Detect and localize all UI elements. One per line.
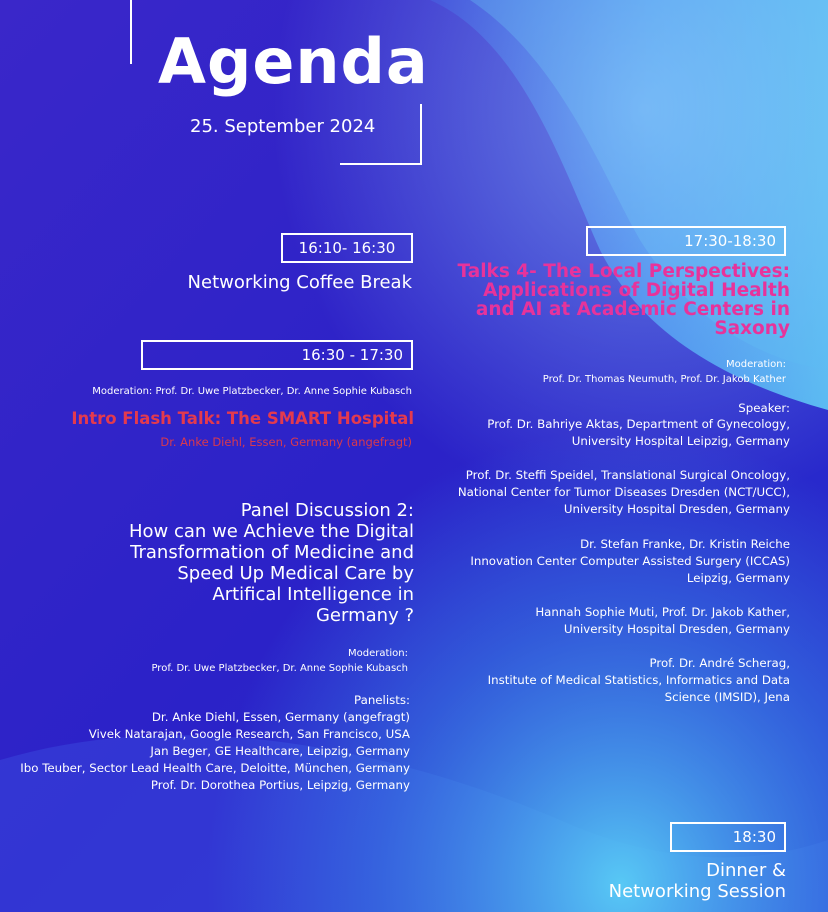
panel-title-line: Germany ?: [315, 605, 414, 626]
speaker-1: [400, 416, 790, 450]
panel-title-line: Artifical Intelligence in: [212, 584, 414, 605]
panel-title-line: Transformation of Medicine and: [130, 542, 414, 563]
speaker-line: Dr. Stefan Franke, Dr. Kristin Reiche: [580, 537, 790, 551]
dinner-title: [540, 860, 786, 902]
speaker-line: University Hospital Dresden, Germany: [563, 622, 790, 636]
speaker-line: Prof. Dr. Steffi Speidel, Translational Surgical Oncology,: [465, 468, 790, 482]
time-slot-3: [586, 226, 786, 256]
time-slot-2-label: 16:30 - 17:30: [301, 346, 403, 364]
speaker-4: [400, 604, 790, 638]
speaker-line: Leipzig, Germany: [686, 571, 790, 585]
event-date: 25. September 2024: [190, 116, 376, 137]
panelists-list: [0, 692, 410, 794]
decorative-line-top: [130, 0, 132, 64]
talks-title-line: Talks 4- The Local Perspectives:: [457, 261, 790, 282]
talks-title-line: and AI at Academic Centers in: [475, 299, 790, 320]
talks-moderation: [420, 357, 786, 387]
time-slot-4-label: 18:30: [732, 828, 776, 846]
speaker-line: Innovation Center Computer Assisted Surgery (ICCAS): [470, 554, 790, 568]
decorative-line-date-base: [340, 163, 422, 165]
panel-discussion-title: [40, 500, 414, 626]
speaker-line: Prof. Dr. Bahriye Aktas, Department of Gynecology,: [487, 417, 790, 431]
time-slot-1-label: 16:10- 16:30: [298, 239, 396, 257]
time-slot-3-label: 17:30-18:30: [684, 232, 776, 250]
slot-1-title: Networking Coffee Break: [187, 272, 412, 293]
speaker-line: Institute of Medical Statistics, Informatics and Data: [487, 673, 790, 687]
panel-title-line: Panel Discussion 2:: [240, 500, 414, 521]
time-slot-2: [141, 340, 413, 370]
panel-moderation-names: Prof. Dr. Uwe Platzbecker, Dr. Anne Sophie Kubasch: [151, 663, 408, 674]
time-slot-1: [281, 233, 413, 263]
talks-title-line: Applications of Digital Health: [483, 280, 790, 301]
decorative-line-date: [420, 104, 422, 164]
panel-title-line: Speed Up Medical Care by: [177, 563, 414, 584]
speaker-line: University Hospital Dresden, Germany: [563, 502, 790, 516]
panelist: Ibo Teuber, Sector Lead Health Care, Deloitte, München, Germany: [20, 761, 410, 775]
speaker-line: National Center for Tumor Diseases Dresden (NCT/UCC),: [457, 485, 790, 499]
page-title: Agenda: [158, 25, 429, 98]
panelist: Jan Beger, GE Healthcare, Leipzig, Germany: [150, 744, 410, 758]
panelist: Dr. Anke Diehl, Essen, Germany (angefragt): [151, 710, 410, 724]
speaker-line: University Hospital Leipzig, Germany: [571, 434, 790, 448]
speaker-line: Prof. Dr. André Scherag,: [649, 656, 790, 670]
panel-moderation-label: Moderation:: [347, 648, 408, 659]
panelist: Prof. Dr. Dorothea Portius, Leipzig, Germany: [150, 778, 410, 792]
panel-title-line: How can we Achieve the Digital: [128, 521, 414, 542]
dinner-title-line: Dinner &: [706, 860, 786, 881]
intro-talk-speaker: Dr. Anke Diehl, Essen, Germany (angefragt): [160, 435, 412, 449]
talks-4-title: [420, 262, 790, 338]
panel-moderation: [40, 646, 408, 676]
time-slot-4: [670, 822, 786, 852]
talks-moderation-label: Moderation:: [725, 359, 786, 370]
dinner-title-line: Networking Session: [608, 881, 786, 902]
speaker-5: [400, 655, 790, 706]
talks-moderation-names: Prof. Dr. Thomas Neumuth, Prof. Dr. Jakob Kather: [542, 374, 786, 385]
intro-talk-title: Intro Flash Talk: The SMART Hospital: [71, 409, 414, 428]
speaker-2: [400, 467, 790, 518]
speaker-line: Hannah Sophie Muti, Prof. Dr. Jakob Kather,: [535, 605, 790, 619]
panelist: Vivek Natarajan, Google Research, San Francisco, USA: [88, 727, 410, 741]
panelists-label: Panelists:: [354, 693, 410, 707]
speakers-label: Speaker:: [738, 401, 790, 415]
slot-2-moderation: Moderation: Prof. Dr. Uwe Platzbecker, Dr. Anne Sophie Kubasch: [92, 386, 412, 397]
speaker-3: [400, 536, 790, 587]
talks-title-line: Saxony: [714, 318, 790, 339]
speaker-line: Science (IMSID), Jena: [664, 690, 790, 704]
